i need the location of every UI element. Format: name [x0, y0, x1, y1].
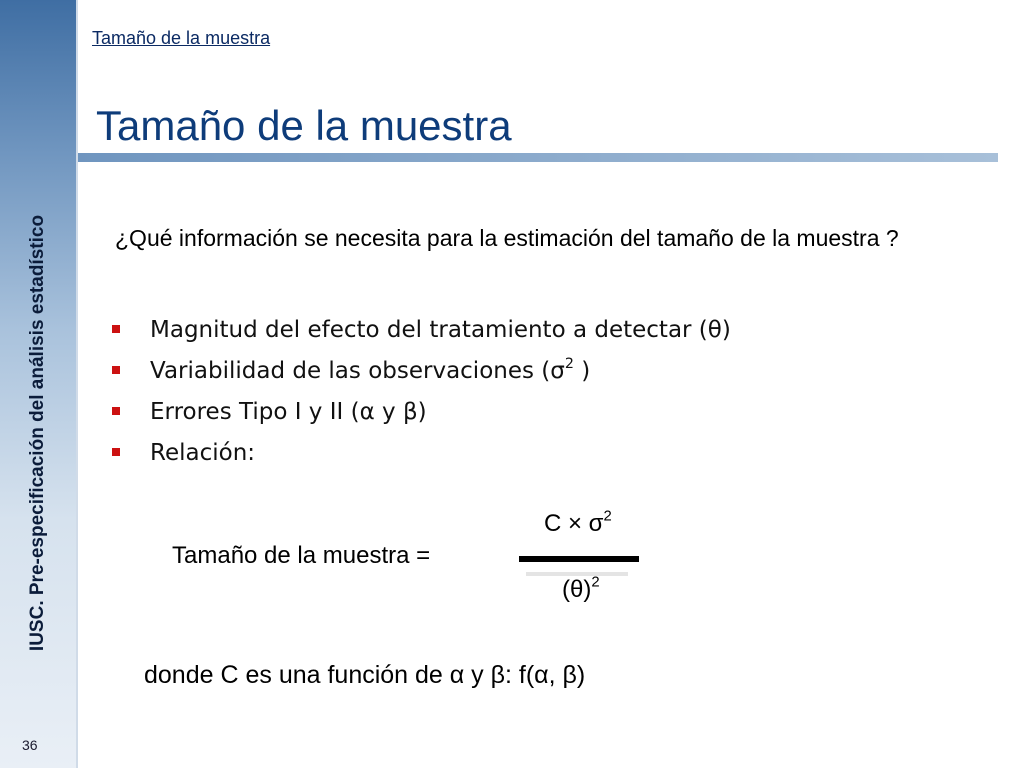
- title-underline-divider: [78, 153, 998, 162]
- square-bullet-icon: [112, 407, 120, 415]
- page-number: 36: [22, 737, 38, 753]
- formula-denominator: $(\theta)^2$: [562, 574, 600, 603]
- bullet-text: Errores Tipo I y II (α y β): [150, 399, 427, 425]
- bullet-text: Variabilidad de las observaciones ($\sigma^2$ ): [150, 356, 591, 384]
- formula-numerator: $C \times \sigma^2$: [544, 508, 612, 537]
- intro-question: ¿Qué información se necesita para la estimación del tamaño de la muestra ?: [115, 225, 899, 251]
- slide-title: Tamaño de la muestra: [96, 102, 512, 149]
- square-bullet-icon: [112, 325, 120, 333]
- square-bullet-icon: [112, 366, 120, 374]
- fraction-bar: [519, 556, 639, 562]
- bullet-text: Magnitud del efecto del tratamiento a detectar (θ): [150, 317, 731, 343]
- course-label: IUSC. Pre-especificación del análisis estadístico: [27, 214, 48, 652]
- formula-label: Tamaño de la muestra =: [172, 542, 431, 569]
- square-bullet-icon: [112, 448, 120, 456]
- breadcrumb-link[interactable]: Tamaño de la muestra: [92, 28, 271, 48]
- formula-note: donde C es una función de α y β: f(α, β): [144, 661, 586, 689]
- bullet-text: Relación:: [150, 440, 256, 466]
- sidebar-edge: [76, 0, 78, 768]
